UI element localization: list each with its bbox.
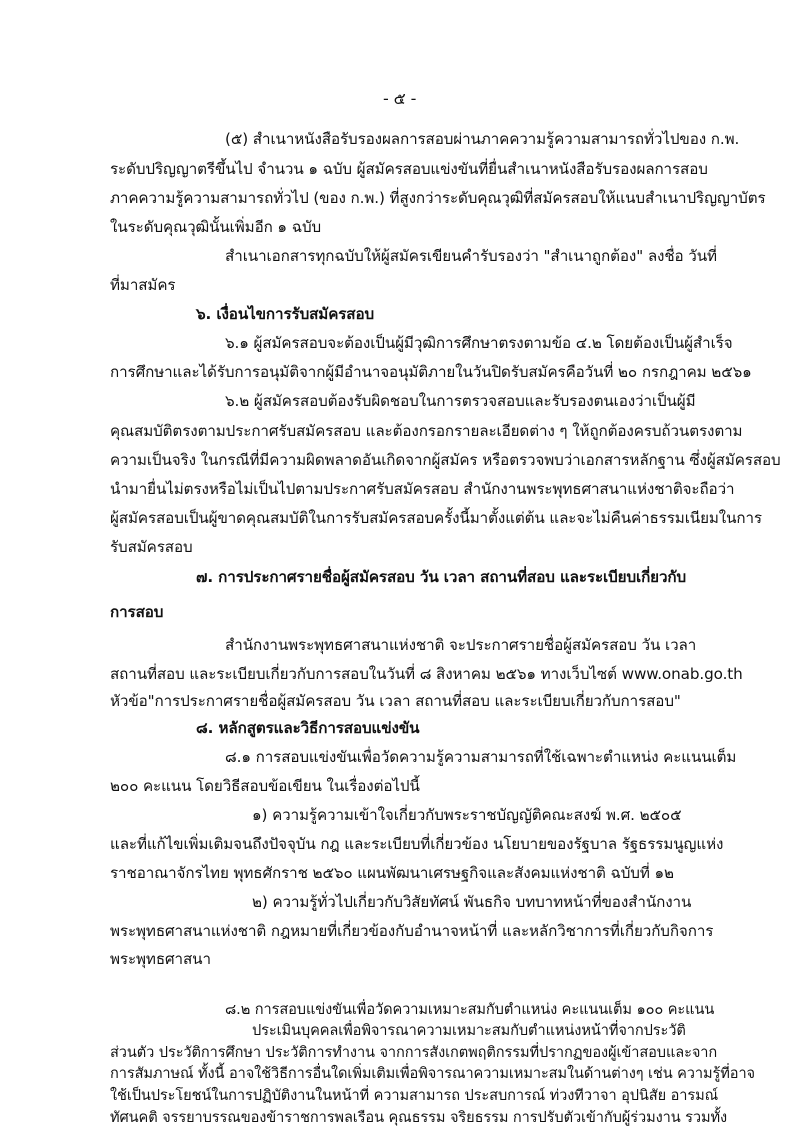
paragraph-line: ส่วนตัว ประวัติการศึกษา ประวัติการทำงาน จากการสังเกตพฤติกรรมที่ปรากฏของผู้เข้าสอบและจาก — [110, 1044, 718, 1061]
paragraph-line: สำนักงานพระพุทธศาสนาแห่งชาติ จะประกาศรายชื่อผู้สมัครสอบ วัน เวลา — [225, 636, 697, 654]
section-heading-continued: การสอบ — [110, 603, 164, 621]
paragraph-line: ภาคความรู้ความสามารถทั่วไป (ของ ก.พ.) ที่สูงกว่าระดับคุณวุฒิที่สมัครสอบให้แนบสำเนาปริญญาบัตร — [110, 189, 766, 207]
section-heading: ๗. การประกาศรายชื่อผู้สมัครสอบ วัน เวลา สถานที่สอบ และระเบียบเกี่ยวกับ — [196, 568, 687, 586]
paragraph-line: หัวข้อ"การประกาศรายชื่อผู้สมัครสอบ วัน เวลา สถานที่สอบ และระเบียบเกี่ยวกับการสอบ" — [110, 692, 681, 710]
section-heading: ๘. หลักสูตรและวิธีการสอบแข่งขัน — [196, 719, 420, 737]
paragraph-line: สำเนาเอกสารทุกฉบับให้ผู้สมัครเขียนคำรับรองว่า "สำเนาถูกต้อง" ลงชื่อ วันที่ — [225, 247, 717, 265]
paragraph-line: การสัมภาษณ์ ทั้งนี้ อาจใช้วิธีการอื่นใดเพิ่มเติมเพื่อพิจารณาความเหมาะสมในด้านต่างๆ เช่น ความรู้ที่อาจ — [110, 1065, 755, 1082]
paragraph-line: ๖.๒ ผู้สมัครสอบต้องรับผิดชอบในการตรวจสอบและรับรองตนเองว่าเป็นผู้มี — [225, 392, 696, 410]
section-heading: ๖. เงื่อนไขการรับสมัครสอบ — [196, 305, 375, 323]
paragraph-line: ๒) ความรู้ทั่วไปเกี่ยวกับวิสัยทัศน์ พันธกิจ บทบาทหน้าที่ของสำนักงาน — [252, 893, 692, 911]
paragraph-line: ความเป็นจริง ในกรณีที่มีความผิดพลาดอันเกิดจากผู้สมัคร หรือตรวจพบว่าเอกสารหลักฐาน ซึ่งผู้สมัครสอบ — [110, 451, 781, 469]
paragraph-line: ๘.๒ การสอบแข่งขันเพื่อวัดความเหมาะสมกับตำแหน่ง คะแนนเต็ม ๑๐๐ คะแนน — [225, 1001, 715, 1018]
paragraph-line: (๕) สำเนาหนังสือรับรองผลการสอบผ่านภาคความรู้ความสามารถทั่วไปของ ก.พ. — [225, 130, 740, 148]
paragraph-line: ระดับปริญญาตรีขึ้นไป จำนวน ๑ ฉบับ ผู้สมัครสอบแข่งขันที่ยื่นสำเนาหนังสือรับรองผลการสอบ — [110, 160, 708, 178]
page-number: - ๕ - — [383, 89, 417, 108]
paragraph-line: ประเมินบุคคลเพื่อพิจารณาความเหมาะสมกับตำแหน่งหน้าที่จากประวัติ — [252, 1022, 686, 1039]
paragraph-line: การศึกษาและได้รับการอนุมัติจากผู้มีอำนาจอนุมัติภายในวันปิดรับสมัครคือวันที่ ๒๐ กรกฎาคม ๒๕๖๑ — [110, 363, 752, 381]
paragraph-line: ๖.๑ ผู้สมัครสอบจะต้องเป็นผู้มีวุฒิการศึกษาตรงตามข้อ ๔.๒ โดยต้องเป็นผู้สำเร็จ — [225, 334, 733, 352]
paragraph-line: ในระดับคุณวุฒินั้นเพิ่มอีก ๑ ฉบับ — [110, 218, 322, 236]
paragraph-line: ๘.๑ การสอบแข่งขันเพื่อวัดความรู้ความสามารถที่ใช้เฉพาะตำแหน่ง คะแนนเต็ม — [225, 748, 737, 766]
paragraph-line: รับสมัครสอบ — [110, 538, 193, 556]
paragraph-line: ทัศนคติ จรรยาบรรณของข้าราชการพลเรือน คุณธรรม จริยธรรม การปรับตัวเข้ากับผู้ร่วมงาน รวมทั้ง — [110, 1109, 728, 1126]
paragraph-line: นำมายื่นไม่ตรงหรือไม่เป็นไปตามประกาศรับสมัครสอบ สำนักงานพระพุทธศาสนาแห่งชาติจะถือว่า — [110, 480, 735, 498]
paragraph-line: ผู้สมัครสอบเป็นผู้ขาดคุณสมบัติในการรับสมัครสอบครั้งนี้มาตั้งแต่ต้น และจะไม่คืนค่าธรรมเนียมในการ — [110, 509, 762, 527]
paragraph-line: ราชอาณาจักรไทย พุทธศักราช ๒๕๖๐ แผนพัฒนาเศรษฐกิจและสังคมแห่งชาติ ฉบับที่ ๑๒ — [110, 864, 674, 882]
paragraph-line: คุณสมบัติตรงตามประกาศรับสมัครสอบ และต้องกรอกรายละเอียดต่าง ๆ ให้ถูกต้องครบถ้วนตรงตาม — [110, 422, 743, 440]
paragraph-line: ๒๐๐ คะแนน โดยวิธีสอบข้อเขียน ในเรื่องต่อไปนี้ — [110, 777, 420, 795]
paragraph-line: ๑) ความรู้ความเข้าใจเกี่ยวกับพระราชบัญญัติคณะสงฆ์ พ.ศ. ๒๕๐๕ — [252, 806, 682, 824]
paragraph-line: พระพุทธศาสนาแห่งชาติ กฎหมายที่เกี่ยวข้องกับอำนาจหน้าที่ และหลักวิชาการที่เกี่ยวกับกิจการ — [110, 922, 714, 940]
paragraph-line: สถานที่สอบ และระเบียบเกี่ยวกับการสอบในวันที่ ๘ สิงหาคม ๒๕๖๑ ทางเว็บไซต์ www.onab.go.th — [110, 665, 743, 683]
paragraph-line: พระพุทธศาสนา — [110, 950, 211, 968]
paragraph-line: ที่มาสมัคร — [110, 276, 176, 294]
paragraph-line: ใช้เป็นประโยชน์ในการปฏิบัติงานในหน้าที่ ความสามารถ ประสบการณ์ ท่วงทีวาจา อุปนิสัย อารมณ์ — [110, 1087, 719, 1104]
paragraph-line: และที่แก้ไขเพิ่มเติมจนถึงปัจจุบัน กฎ และระเบียบที่เกี่ยวข้อง นโยบายของรัฐบาล รัฐธรรมนูญแห่ง — [110, 835, 724, 853]
